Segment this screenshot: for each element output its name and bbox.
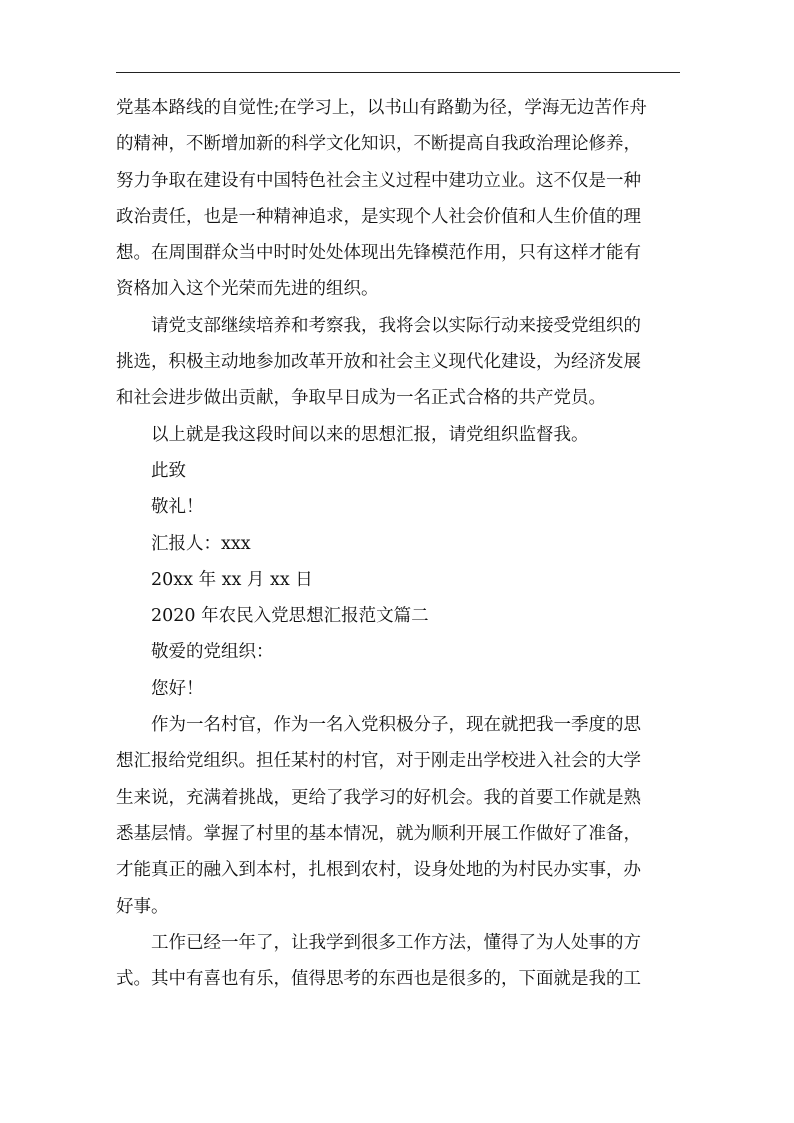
paragraph-4 — [116, 707, 682, 925]
text-line: 工作已经一年了，让我学到很多工作方法，懂得了为人处事的方 — [151, 932, 641, 953]
paragraph-3: 以上就是我这段时间以来的思想汇报，请党组织监督我。 — [151, 424, 589, 445]
header-rule — [116, 72, 680, 73]
text-line: 党基本路线的自觉性;在学习上，以书山有路勤为径，学海无边苦作舟 — [116, 98, 647, 118]
text-line: 想。在周围群众当中时时处处体现出先锋模范作用，只有这样才能有 — [116, 243, 641, 264]
text-line: 挑选，积极主动地参加改革开放和社会主义现代化建设，为经济发展 — [116, 352, 641, 373]
paragraph-1 — [116, 90, 682, 308]
text-line: 和社会进步做出贡献，争取早日成为一名正式合格的共产党员。 — [116, 388, 606, 409]
text-line: 政治责任，也是一种精神追求，是实现个人社会价值和人生价值的理 — [116, 206, 641, 227]
text-line: 式。其中有喜也有乐，值得思考的东西也是很多的，下面就是我的工 — [116, 969, 641, 990]
text-line: 请党支部继续培养和考察我，我将会以实际行动来接受党组织的 — [151, 315, 641, 336]
section-title: 2020 年农民入党思想汇报范文篇二 — [151, 606, 429, 627]
text-line: 作为一名村官，作为一名入党积极分子，现在就把我一季度的思 — [151, 715, 641, 736]
closing-line-2: 敬礼！ — [151, 497, 204, 518]
greeting: 您好！ — [151, 678, 204, 699]
text-line: 才能真正的融入到本村，扎根到农村，设身处地的为村民办实事，办 — [116, 860, 641, 881]
paragraph-5 — [116, 925, 682, 998]
salutation: 敬爱的党组织： — [151, 642, 274, 663]
date-line: 20xx 年 xx 月 xx 日 — [151, 569, 313, 590]
text-line: 想汇报给党组织。担任某村的村官，对于刚走出学校进入社会的大学 — [116, 751, 641, 772]
reporter-line: 汇报人：xxx — [151, 533, 251, 554]
text-line: 资格加入这个光荣而先进的组织。 — [116, 279, 379, 300]
document-body — [116, 90, 682, 997]
text-line: 努力争取在建设有中国特色社会主义过程中建功立业。这不仅是一种 — [116, 170, 641, 191]
text-line: 好事。 — [116, 896, 169, 917]
text-line: 的精神，不断增加新的科学文化知识，不断提高自我政治理论修养， — [116, 134, 641, 155]
text-line: 悉基层情。掌握了村里的基本情况，就为顺利开展工作做好了准备， — [116, 823, 641, 844]
paragraph-2 — [116, 308, 682, 417]
text-line: 生来说，充满着挑战，更给了我学习的好机会。我的首要工作就是熟 — [116, 787, 641, 808]
closing-line-1: 此致 — [151, 460, 186, 481]
